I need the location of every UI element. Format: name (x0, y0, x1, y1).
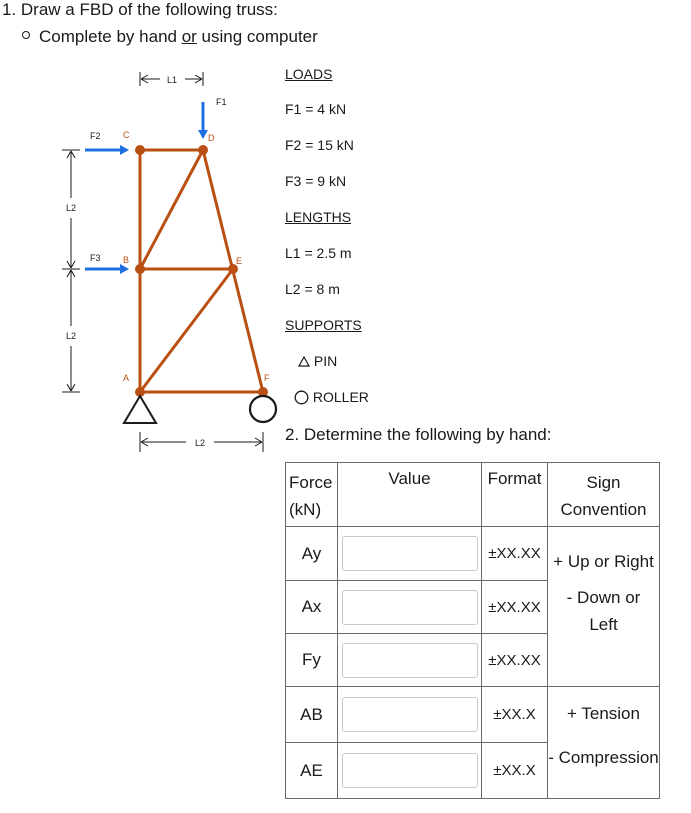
pin-support-icon (124, 396, 156, 423)
node-e-label: E (236, 256, 243, 266)
row-ay-force: Ay (286, 527, 338, 581)
dim-l2-left-top-label: L2 (65, 203, 77, 213)
member-bd (140, 150, 203, 269)
sign-members-cell (548, 687, 660, 799)
loads-heading: LOADS (285, 66, 333, 82)
node-f-label: F (264, 373, 270, 383)
fy-value-input[interactable] (342, 643, 478, 678)
joint-c (135, 145, 145, 155)
length-l2: L2 = 8 m (285, 281, 340, 297)
member-ae (140, 269, 233, 392)
ax-value-input[interactable] (342, 590, 478, 625)
row-fy-format: ±XX.XX (482, 634, 548, 687)
row-ay-value-cell (338, 527, 482, 581)
dim-l2-bottom-label: L2 (194, 438, 206, 448)
header-sign-convention: Sign Convention (548, 463, 660, 527)
row-ax-format: ±XX.XX (482, 581, 548, 634)
table-header-row (286, 463, 660, 527)
row-ab-value-cell (338, 687, 482, 743)
row-fy-value-cell (338, 634, 482, 687)
row-ay-format: ±XX.XX (482, 527, 548, 581)
table-row (286, 687, 660, 743)
circle-icon (294, 390, 309, 405)
dimension-left (62, 150, 80, 392)
supports-heading: SUPPORTS (285, 317, 362, 333)
row-ae-value-cell (338, 743, 482, 799)
node-d-label: D (208, 133, 215, 143)
row-ab-format: ±XX.X (482, 687, 548, 743)
ay-value-input[interactable] (342, 536, 478, 571)
force-f2-label: F2 (90, 131, 101, 141)
dim-l1-label: L1 (166, 75, 178, 85)
support-roller-label: ROLLER (312, 389, 369, 405)
instruction-or: or (181, 27, 197, 46)
ab-value-input[interactable] (342, 697, 478, 732)
lengths-heading: LENGTHS (285, 209, 352, 225)
force-f3-label: F3 (90, 253, 101, 263)
load-f1: F1 = 4 kN (285, 101, 347, 117)
row-ae-format: ±XX.X (482, 743, 548, 799)
support-pin-label: PIN (313, 353, 338, 369)
node-b-label: B (123, 255, 130, 265)
header-value: Value (338, 463, 482, 527)
support-roller (294, 389, 369, 405)
support-pin (298, 353, 337, 369)
node-a-label: A (123, 373, 130, 383)
results-table (285, 462, 660, 799)
table-row (286, 527, 660, 581)
sign-tension: + Tension (567, 704, 640, 723)
row-ab-force: AB (286, 687, 338, 743)
roller-support-icon (250, 396, 276, 422)
row-ax-value-cell (338, 581, 482, 634)
sign-up-right: + Up or Right (553, 551, 654, 571)
load-f3: F3 = 9 kN (285, 173, 347, 189)
sign-down-left: - Down or Left (566, 587, 641, 634)
instruction-post: using computer (196, 27, 318, 46)
question-1-title: 1. Draw a FBD of the following truss: (2, 0, 278, 19)
header-format: Format (482, 463, 548, 527)
joint-b (135, 264, 145, 274)
header-force: Force (kN) (286, 463, 338, 527)
row-ae-force: AE (286, 743, 338, 799)
instruction-pre: Complete by hand (39, 27, 182, 46)
joint-d (198, 145, 208, 155)
row-fy-force: Fy (286, 634, 338, 687)
length-l1: L1 = 2.5 m (285, 245, 352, 261)
sign-compression: - Compression (548, 748, 659, 767)
dim-l2-left-bottom-label: L2 (65, 331, 77, 341)
sign-reactions-cell (548, 527, 660, 687)
load-f2: F2 = 15 kN (285, 137, 354, 153)
node-c-label: C (123, 130, 130, 140)
question-2-title: 2. Determine the following by hand: (285, 425, 552, 444)
ae-value-input[interactable] (342, 753, 478, 788)
force-f1-label: F1 (216, 97, 227, 107)
row-ax-force: Ax (286, 581, 338, 634)
triangle-icon (298, 356, 310, 367)
